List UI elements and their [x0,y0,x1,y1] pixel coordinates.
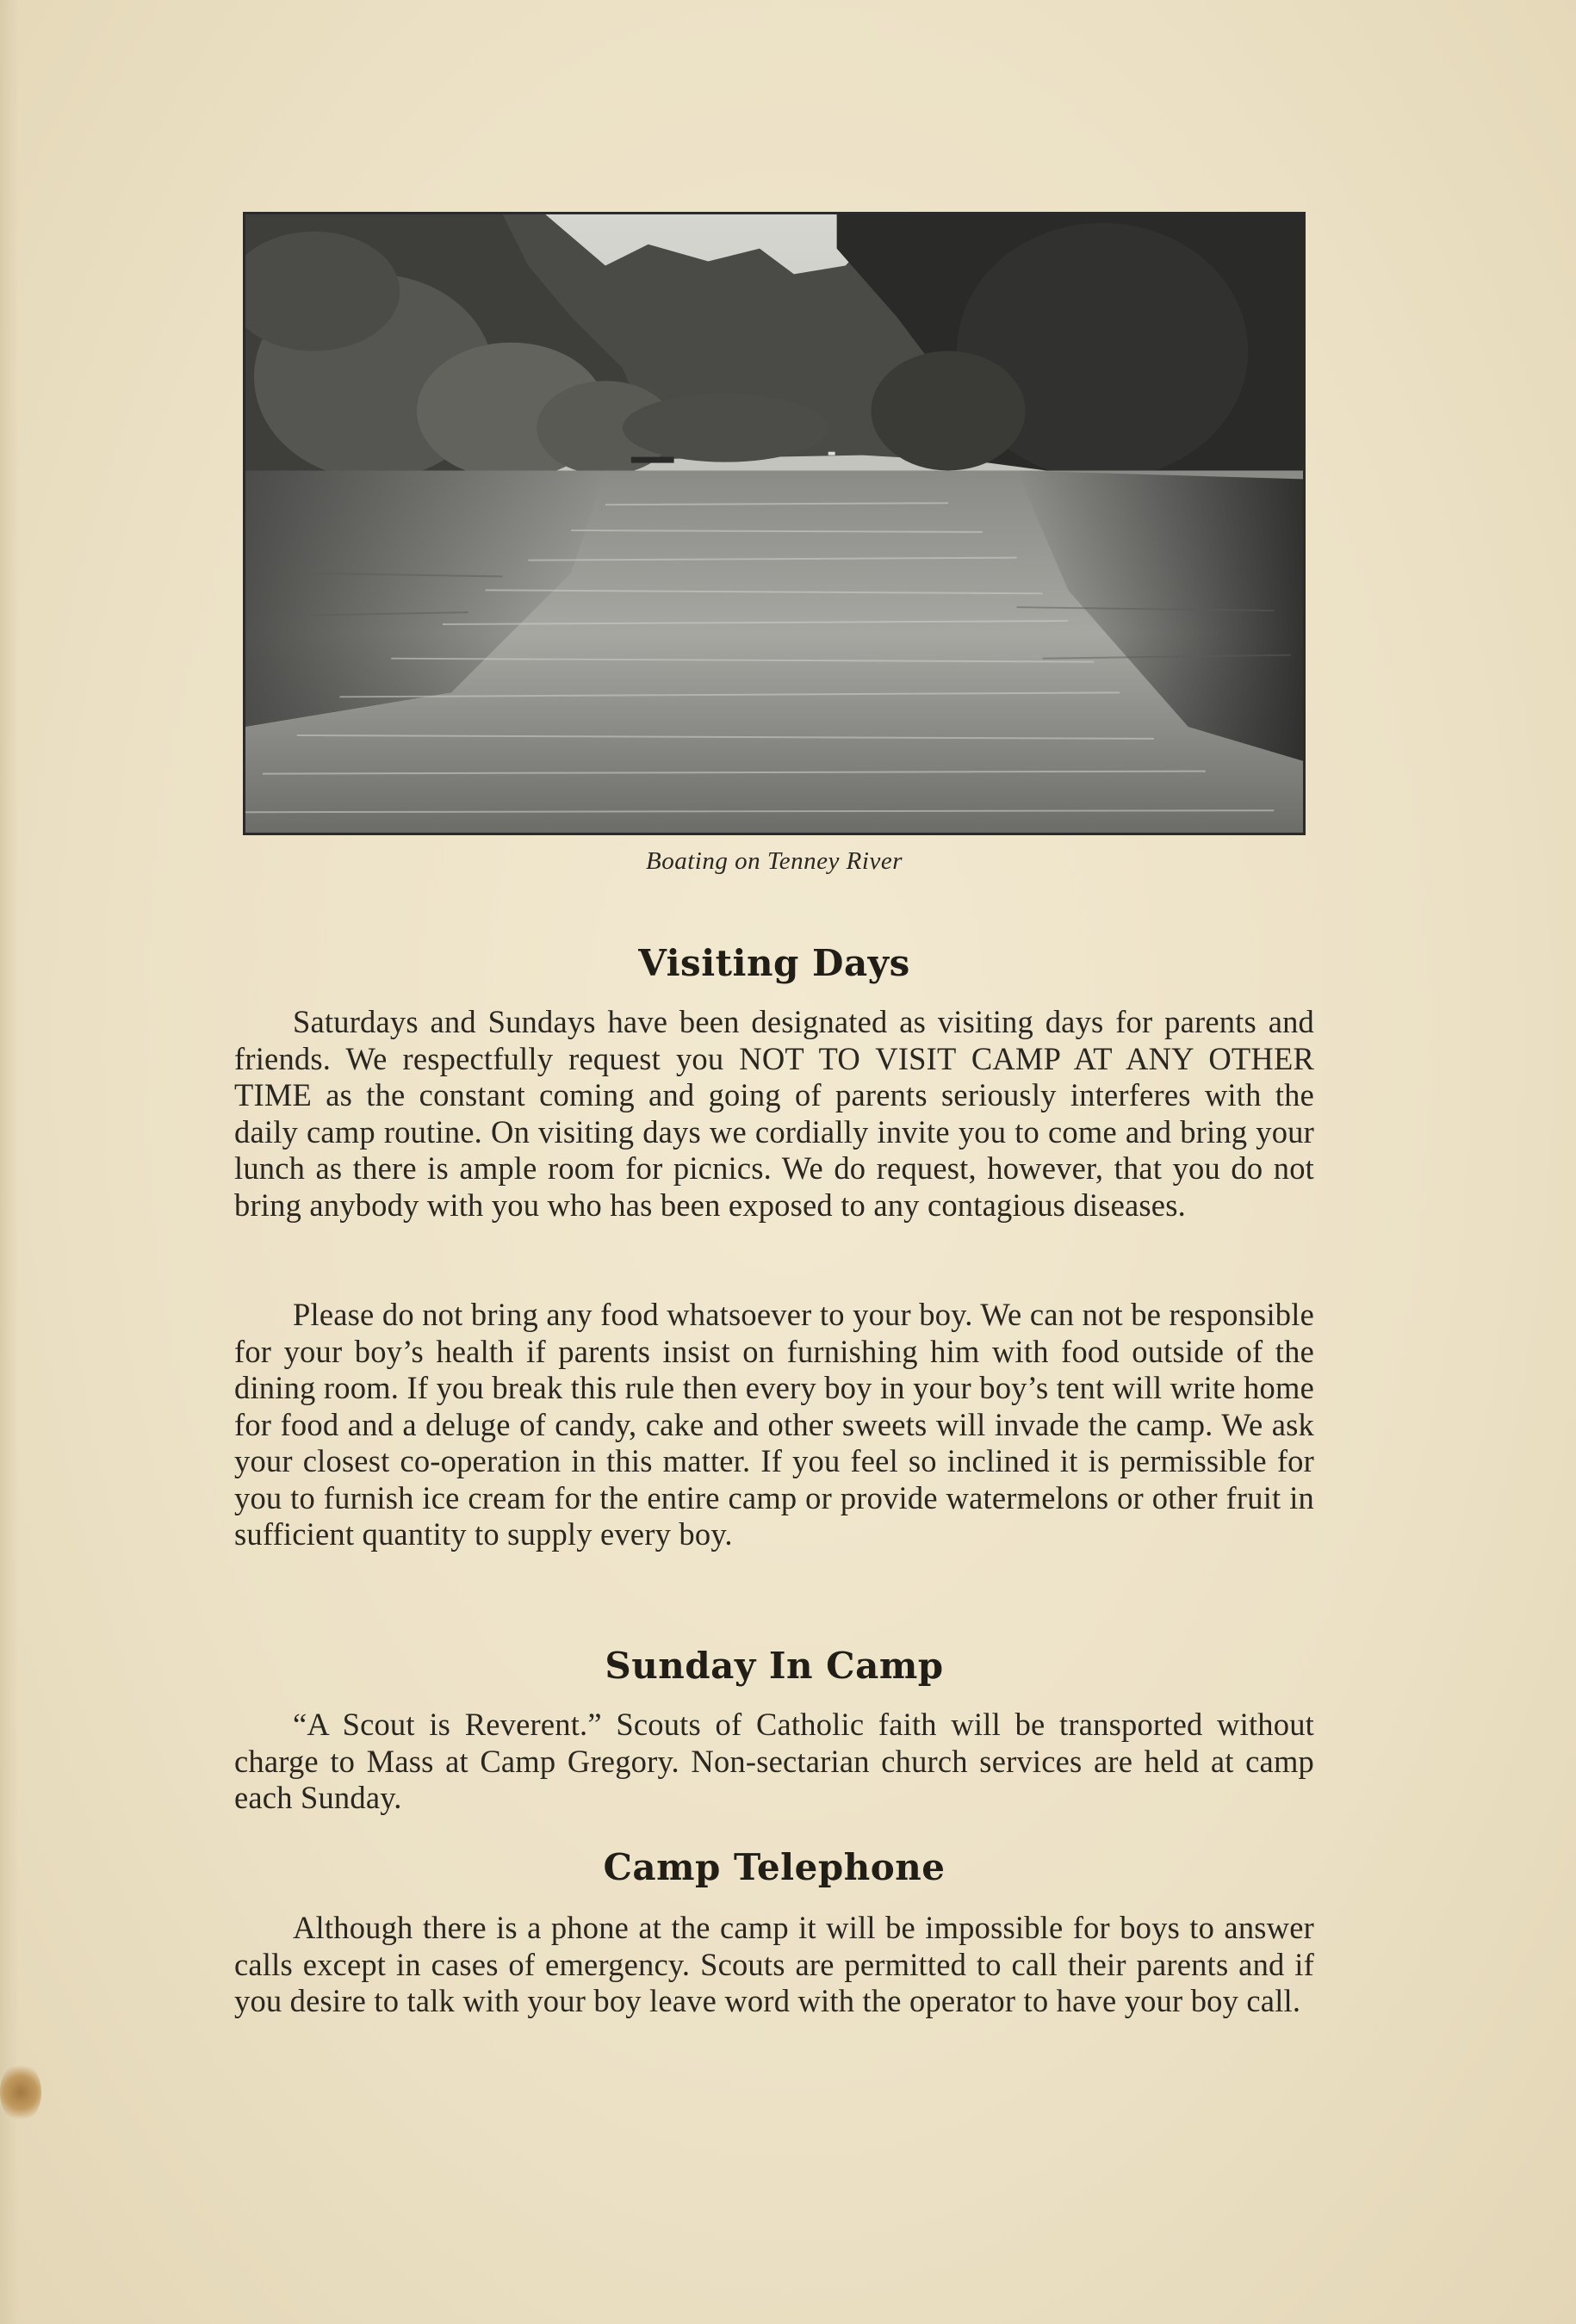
paper-stain [0,2062,41,2123]
river-photo-image [245,214,1303,833]
paragraph-visiting-days-2: Please do not bring any food whatsoever to your boy. We can not be responsible for your boy’s health if parents insist on furnishing him with food outside of the dining room. If you break this rule then every boy in your boy’s tent will write home for food and a deluge of candy, cake and other sweets will invade the camp. We ask your closest co-operation in this matter. If you feel so inclined it is permissible for you to furnish ice cream for the entire camp or provide watermelons or other fruit in sufficient quantity to supply every boy. [234,1297,1314,1552]
photo-caption: Boating on Tenney River [646,847,903,875]
river-photo [243,212,1306,835]
page-edge-shadow [0,0,19,2324]
heading-visiting-days: Visiting Days [638,942,910,984]
paragraph-camp-telephone: Although there is a phone at the camp it will be impossible for boys to answer calls except in cases of emergency. Scouts are permitted to call their parents and if you desire to talk with your boy leave word with the operator to have your boy call. [234,1910,1314,2018]
paragraph-visiting-days-1: Saturdays and Sundays have been designated as visiting days for parents and friends. We respectfully request you NOT TO VISIT CAMP AT ANY OTHER TIME as the constant coming and going of parents seriously interferes with the daily camp routine. On visiting days we cordially invite you to come and bring your lunch as there is ample room for picnics. We do request, however, that you do not bring anybody with you who has been exposed to any contagious diseases. [234,1004,1314,1223]
paragraph-sunday-in-camp: “A Scout is Reverent.” Scouts of Catholic faith will be transported without charge to Mass at Camp Gregory. Non-sectarian church services are held at camp each Sunday. [234,1707,1314,1815]
heading-camp-telephone: Camp Telephone [603,1846,946,1888]
heading-sunday-in-camp: Sunday In Camp [605,1645,944,1687]
